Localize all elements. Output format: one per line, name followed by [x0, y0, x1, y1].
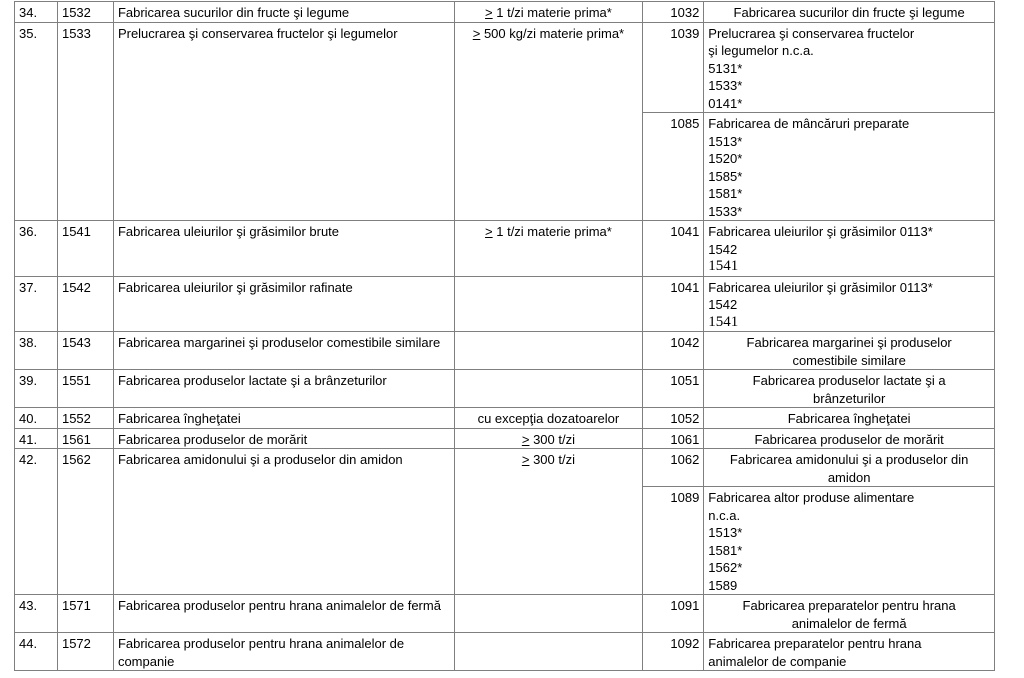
table-row [15, 633, 995, 671]
old-caen-code: 1561 [57, 428, 113, 449]
threshold-cell [454, 22, 643, 221]
activity-name: Fabricarea uleiurilor şi grăsimilor rafinate [113, 276, 454, 332]
description-text: Fabricarea preparatelor pentru hrana animalelor de fermă [742, 598, 956, 631]
caen-activity-table [14, 1, 995, 671]
description-text: Fabricarea amidonului şi a produselor din amidon [729, 452, 969, 485]
threshold-symbol: > [485, 224, 493, 239]
threshold-cell [454, 428, 643, 449]
threshold-cell [454, 370, 643, 408]
threshold-symbol: > [521, 452, 530, 467]
threshold-text: cu excepţia dozatoarelor [477, 411, 620, 426]
new-caen-code: 1052 [643, 408, 704, 429]
description-text: Fabricarea uleiurilor şi grăsimilor 0113* 1542 [708, 224, 933, 257]
description-text: Prelucrarea şi conservarea fructelor şi legumelor n.c.a. 5131* 1533* 0141* [708, 25, 915, 111]
new-caen-code: 1032 [643, 2, 704, 23]
table-row [15, 449, 995, 487]
row-number: 34. [15, 2, 58, 23]
threshold-cell [454, 408, 643, 429]
new-activity-description [704, 2, 995, 23]
new-caen-code: 1091 [643, 595, 704, 633]
table-row [15, 370, 995, 408]
old-caen-code: 1562 [57, 449, 113, 595]
new-caen-code: 1085 [643, 113, 704, 221]
threshold-text: 300 t/zi [529, 431, 575, 447]
activity-name: Fabricarea margarinei şi produselor comestibile similare [113, 332, 454, 370]
threshold-text: 500 kg/zi materie prima* [480, 25, 625, 41]
threshold-cell [454, 633, 643, 671]
threshold-text: 1 t/zi materie prima* [492, 5, 612, 20]
new-activity-description [704, 276, 995, 332]
new-caen-code: 1089 [643, 487, 704, 595]
new-activity-description [704, 370, 995, 408]
description-text: Fabricarea produselor de morărit [754, 431, 944, 447]
table-row [15, 221, 995, 277]
new-caen-code: 1051 [643, 370, 704, 408]
new-activity-description [704, 595, 995, 633]
description-text: Fabricarea preparatelor pentru hrana animalelor de companie [708, 636, 922, 669]
old-caen-code: 1572 [57, 633, 113, 671]
new-activity-description [704, 332, 995, 370]
new-caen-code: 1042 [643, 332, 704, 370]
threshold-text: 300 t/zi [529, 452, 575, 467]
old-caen-code: 1542 [57, 276, 113, 332]
row-number: 35. [15, 22, 58, 221]
description-text: Fabricarea de mâncăruri preparate 1513* 1520* 1585* 1581* 1533* [708, 116, 910, 219]
new-activity-description [704, 22, 995, 113]
activity-name: Prelucrarea şi conservarea fructelor şi legumelor [113, 22, 454, 221]
new-caen-code: 1092 [643, 633, 704, 671]
description-text: Fabricarea uleiurilor şi grăsimilor 0113* 1542 [708, 279, 933, 312]
new-caen-code: 1041 [643, 276, 704, 332]
new-activity-description [704, 487, 995, 595]
threshold-symbol: > [521, 431, 530, 447]
row-number: 42. [15, 449, 58, 595]
old-caen-code: 1543 [57, 332, 113, 370]
description-extra-code: 1541 [708, 313, 739, 330]
new-activity-description [704, 113, 995, 221]
activity-name: Fabricarea amidonului şi a produselor din amidon [113, 449, 454, 595]
new-caen-code: 1061 [643, 428, 704, 449]
table-row [15, 22, 995, 113]
new-activity-description [704, 408, 995, 429]
activity-name: Fabricarea produselor pentru hrana animalelor de fermă [113, 595, 454, 633]
row-number: 40. [15, 408, 58, 429]
threshold-symbol: > [472, 25, 481, 41]
description-text: Fabricarea sucurilor din fructe şi legume [733, 5, 965, 20]
old-caen-code: 1551 [57, 370, 113, 408]
row-number: 41. [15, 428, 58, 449]
description-extra-code: 1541 [708, 258, 739, 274]
threshold-cell [454, 221, 643, 277]
threshold-cell [454, 595, 643, 633]
description-text: Fabricarea produselor lactate şi a brânzeturilor [752, 373, 946, 406]
old-caen-code: 1532 [57, 2, 113, 23]
threshold-cell [454, 2, 643, 23]
description-text: Fabricarea altor produse alimentare n.c.a. 1513* 1581* 1562* 1589 [708, 490, 915, 593]
threshold-cell [454, 276, 643, 332]
new-caen-code: 1039 [643, 22, 704, 113]
activity-name: Fabricarea uleiurilor şi grăsimilor brute [113, 221, 454, 277]
activity-name: Fabricarea produselor lactate şi a brânzeturilor [113, 370, 454, 408]
old-caen-code: 1533 [57, 22, 113, 221]
activity-name: Fabricarea produselor pentru hrana animalelor de companie [113, 633, 454, 671]
threshold-cell [454, 332, 643, 370]
threshold-text: 1 t/zi materie prima* [492, 224, 612, 239]
row-number: 43. [15, 595, 58, 633]
old-caen-code: 1541 [57, 221, 113, 277]
row-number: 38. [15, 332, 58, 370]
table-row [15, 595, 995, 633]
row-number: 44. [15, 633, 58, 671]
new-activity-description [704, 633, 995, 671]
new-activity-description [704, 449, 995, 487]
old-caen-code: 1552 [57, 408, 113, 429]
threshold-cell [454, 449, 643, 595]
row-number: 37. [15, 276, 58, 332]
table-row [15, 408, 995, 429]
description-text: Fabricarea margarinei şi produselor comestibile similare [746, 335, 952, 368]
activity-name: Fabricarea îngheţatei [113, 408, 454, 429]
row-number: 36. [15, 221, 58, 277]
table-row [15, 276, 995, 332]
table-row [15, 2, 995, 23]
table-row [15, 428, 995, 449]
threshold-symbol: > [485, 5, 493, 20]
new-activity-description [704, 221, 995, 277]
row-number: 39. [15, 370, 58, 408]
table-row [15, 332, 995, 370]
new-caen-code: 1062 [643, 449, 704, 487]
activity-name: Fabricarea produselor de morărit [113, 428, 454, 449]
new-caen-code: 1041 [643, 221, 704, 277]
old-caen-code: 1571 [57, 595, 113, 633]
activity-name: Fabricarea sucurilor din fructe şi legume [113, 2, 454, 23]
new-activity-description [704, 428, 995, 449]
table-body [15, 2, 995, 671]
description-text: Fabricarea îngheţatei [787, 411, 911, 426]
